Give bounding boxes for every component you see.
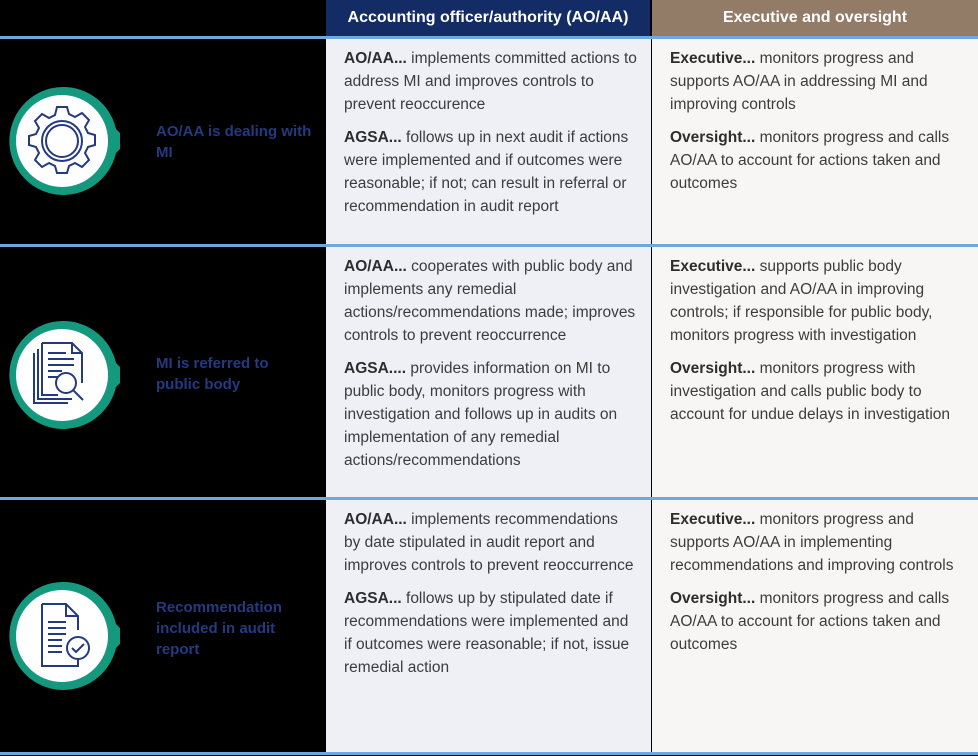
actor-label: AO/AA... [344,511,407,528]
row-label-cell [0,247,326,497]
row-divider [0,752,978,755]
responsibility-text: supports public body investigation and AO/AA in improving controls; if responsible for public body, monitors progress with investigation [670,258,933,344]
row-label: MI is referred to public body [156,355,269,393]
row-label: AO/AA is dealing with MI [156,123,312,161]
actor-label: AGSA... [344,129,402,146]
column-header-executive-oversight: Executive and oversight [652,0,978,36]
gear-icon [4,83,120,199]
responsibility-text: monitors progress and supports AO/AA in addressing MI and improving controls [670,50,928,113]
ao-cell [326,247,651,497]
ao-cell [326,500,651,752]
executive-responsibility [670,508,964,577]
responsibility-text: provides information on MI to public body, monitors progress with investigation and follows up in audits on implementation of any remedial actions/recommendations [344,360,618,469]
agsa-responsibility [344,357,637,472]
ao-cell [326,39,651,244]
responsibility-text: monitors progress and calls AO/AA to account for actions taken and outcomes [670,129,950,192]
responsibility-text: implements recommendations by date stipulated in audit report and improves controls to prevent reoccurrence [344,511,634,574]
actor-label: AGSA... [344,590,402,607]
row-label-cell [0,39,326,244]
oversight-responsibility [670,126,964,195]
responsibility-text: monitors progress and supports AO/AA in implementing recommendations and improving controls [670,511,954,574]
responsibility-text: monitors progress and calls AO/AA to account for actions taken and outcomes [670,590,950,653]
responsibility-text: monitors progress with investigation and calls public body to account for undue delays in investigation [670,360,951,423]
actor-label: AO/AA... [344,50,407,67]
document-check-icon [4,578,120,694]
executive-responsibility [670,47,964,116]
exec-cell [652,39,978,244]
actor-label: Executive... [670,511,756,528]
ao-responsibility [344,508,637,577]
column-header-ao-aa: Accounting officer/authority (AO/AA) [326,0,650,36]
exec-cell [652,500,978,752]
ao-responsibility [344,255,637,347]
row-label: Recommendation included in audit report [156,599,282,658]
agsa-responsibility [344,126,637,218]
executive-responsibility [670,255,964,347]
responsibility-text: implements committed actions to address MI and improves controls to prevent reoccurence [344,50,637,113]
exec-cell [652,247,978,497]
responsibility-text: follows up in next audit if actions were implemented and if outcomes were reasonable; if not; can result in referral or recommendation in audit report [344,129,629,215]
actor-label: Executive... [670,258,756,275]
responsibility-text: follows up by stipulated date if recommendations were implemented and if outcomes were reasonable; if not, issue remedial action [344,590,630,676]
actor-label: AO/AA... [344,258,407,275]
actor-label: Executive... [670,50,756,67]
actor-label: Oversight... [670,590,756,607]
agsa-responsibility [344,587,637,679]
row-label-cell [0,500,326,752]
actor-label: Oversight... [670,360,756,377]
responsibility-text: cooperates with public body and implements any remedial actions/recommendations made; improves controls to prevent reoccurrence [344,258,636,344]
oversight-responsibility [670,357,964,426]
actor-label: AGSA.... [344,360,407,377]
oversight-responsibility [670,587,964,656]
actor-label: Oversight... [670,129,756,146]
ao-responsibility [344,47,637,116]
document-search-icon [4,317,120,433]
